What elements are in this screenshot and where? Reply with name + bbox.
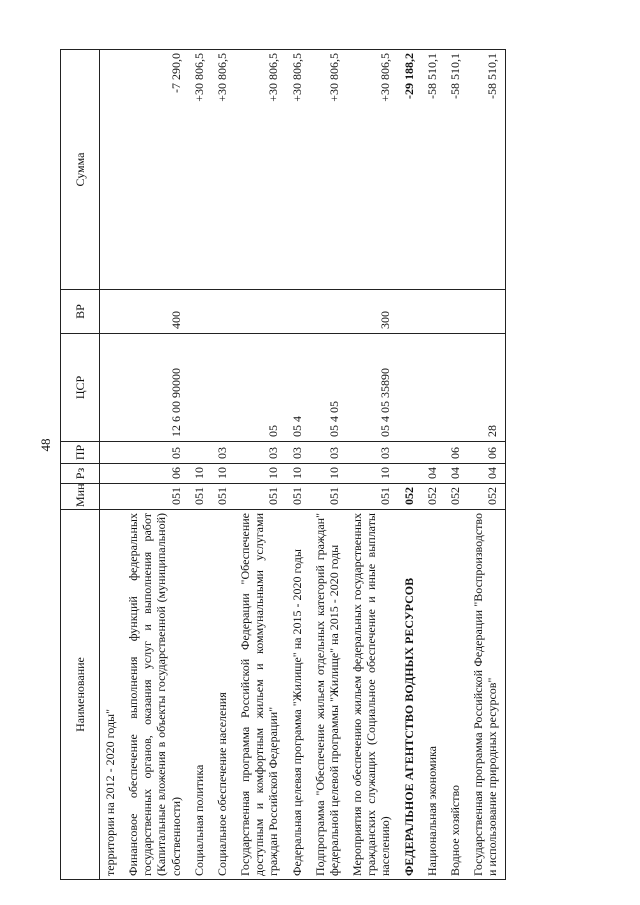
rotated-table-container — [60, 50, 601, 880]
row-csr — [212, 334, 235, 442]
row-min: 051 — [347, 484, 398, 510]
row-name: территории на 2012 - 2020 годы" — [100, 510, 124, 880]
row-vr — [468, 290, 506, 334]
row-sum: +30 806,5 — [189, 50, 212, 290]
table-row — [212, 50, 235, 880]
table-row — [100, 50, 124, 880]
row-vr — [399, 290, 422, 334]
row-name: Федеральная целевая программа "Жилище" на 2015 - 2020 годы — [287, 510, 310, 880]
row-vr — [287, 290, 310, 334]
row-vr: 300 — [347, 290, 398, 334]
row-pr: 03 — [212, 442, 235, 464]
header-pr: ПР — [61, 442, 100, 464]
row-csr: 05 — [235, 334, 286, 442]
row-pr — [100, 442, 124, 464]
row-vr: 400 — [123, 290, 189, 334]
row-name: Водное хозяйство — [445, 510, 468, 880]
row-name: Социальное обеспечение населения — [212, 510, 235, 880]
row-min: 051 — [287, 484, 310, 510]
header-name: Наименование — [61, 510, 100, 880]
row-pr: 03 — [347, 442, 398, 464]
header-csr: ЦСР — [61, 334, 100, 442]
row-pr: 03 — [235, 442, 286, 464]
row-csr — [100, 334, 124, 442]
row-min: 051 — [310, 484, 347, 510]
row-name: ФЕДЕРАЛЬНОЕ АГЕНТСТВО ВОДНЫХ РЕСУРСОВ — [399, 510, 422, 880]
row-csr: 05 4 05 — [310, 334, 347, 442]
header-vr: ВР — [61, 290, 100, 334]
row-name: Социальная политика — [189, 510, 212, 880]
table-row — [287, 50, 310, 880]
row-pr: 03 — [310, 442, 347, 464]
row-name: Государственная программа Российской Федерации "Воспроизводство и использование природных ресурсов" — [468, 510, 506, 880]
row-sum: -58 510,1 — [468, 50, 506, 290]
row-rz: 10 — [310, 464, 347, 484]
budget-table — [60, 49, 506, 880]
table-row — [468, 50, 506, 880]
table-row — [399, 50, 422, 880]
row-rz: 10 — [235, 464, 286, 484]
row-sum: +30 806,5 — [287, 50, 310, 290]
row-vr — [189, 290, 212, 334]
row-vr — [212, 290, 235, 334]
row-min: 052 — [445, 484, 468, 510]
row-csr — [189, 334, 212, 442]
row-rz: 10 — [347, 464, 398, 484]
row-vr — [100, 290, 124, 334]
table-row — [445, 50, 468, 880]
row-rz — [100, 464, 124, 484]
table-row — [347, 50, 398, 880]
row-csr — [399, 334, 422, 442]
row-csr: 05 4 — [287, 334, 310, 442]
row-sum: +30 806,5 — [212, 50, 235, 290]
row-sum: +30 806,5 — [310, 50, 347, 290]
row-csr — [422, 334, 445, 442]
row-min: 051 — [123, 484, 189, 510]
row-pr: 06 — [445, 442, 468, 464]
row-sum: -58 510,1 — [422, 50, 445, 290]
row-sum: -58 510,1 — [445, 50, 468, 290]
row-name: Подпрограмма "Обеспечение жильем отдельных категорий граждан" федеральной целевой программы "Жилище" на 2015 - 2020 годы — [310, 510, 347, 880]
row-rz: 04 — [468, 464, 506, 484]
row-csr: 12 6 00 90000 — [123, 334, 189, 442]
row-sum: +30 806,5 — [235, 50, 286, 290]
row-rz: 10 — [189, 464, 212, 484]
row-name: Государственная программа Российской Федерации "Обеспечение доступным и комфортным жильем и коммунальными услугами граждан Российской Федерации" — [235, 510, 286, 880]
row-min: 052 — [399, 484, 422, 510]
table-row — [189, 50, 212, 880]
row-vr — [445, 290, 468, 334]
row-min: 051 — [189, 484, 212, 510]
row-min — [100, 484, 124, 510]
row-pr — [399, 442, 422, 464]
row-pr: 06 — [468, 442, 506, 464]
row-name: Национальная экономика — [422, 510, 445, 880]
row-min: 052 — [468, 484, 506, 510]
header-sum: Сумма — [61, 50, 100, 290]
header-rz: Рз — [61, 464, 100, 484]
row-sum: -29 188,2 — [399, 50, 422, 290]
row-min: 052 — [422, 484, 445, 510]
row-sum: -7 290,0 — [123, 50, 189, 290]
row-rz: 06 — [123, 464, 189, 484]
header-min: Мин — [61, 484, 100, 510]
table-header — [61, 50, 100, 880]
row-name: Финансовое обеспечение выполнения функций федеральных государственных органов, оказания услуг и выполнения работ (Капитальные вложения в объекты государственной (муниципальной) собственности) — [123, 510, 189, 880]
row-rz: 10 — [287, 464, 310, 484]
row-vr — [235, 290, 286, 334]
row-rz: 04 — [445, 464, 468, 484]
row-min: 051 — [235, 484, 286, 510]
row-min: 051 — [212, 484, 235, 510]
row-csr — [445, 334, 468, 442]
row-sum — [100, 50, 124, 290]
row-rz — [399, 464, 422, 484]
table-row — [235, 50, 286, 880]
row-csr: 28 — [468, 334, 506, 442]
row-csr: 05 4 05 35890 — [347, 334, 398, 442]
row-vr — [422, 290, 445, 334]
table-row — [422, 50, 445, 880]
row-pr — [189, 442, 212, 464]
row-vr — [310, 290, 347, 334]
row-pr: 05 — [123, 442, 189, 464]
row-sum: +30 806,5 — [347, 50, 398, 290]
page-number: 48 — [38, 438, 53, 452]
row-pr — [422, 442, 445, 464]
row-rz: 04 — [422, 464, 445, 484]
row-name: Мероприятия по обеспечению жильем федеральных государственных гражданских служащих (Социальное обеспечение и иные выплаты населению) — [347, 510, 398, 880]
row-rz: 10 — [212, 464, 235, 484]
row-pr: 03 — [287, 442, 310, 464]
table-body — [100, 50, 506, 880]
table-row — [123, 50, 189, 880]
table-row — [310, 50, 347, 880]
